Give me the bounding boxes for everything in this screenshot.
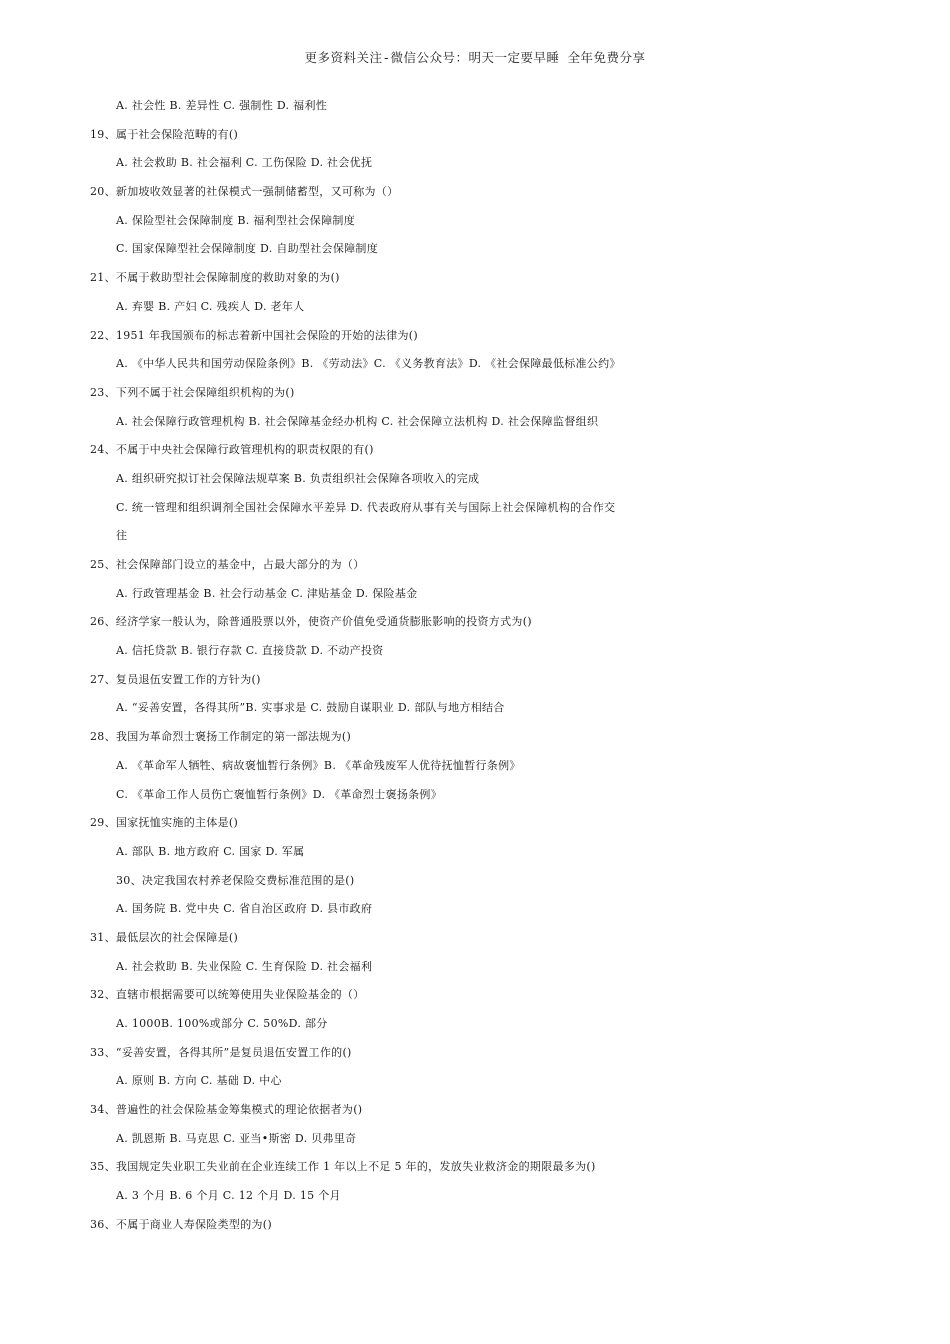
options-text: A. 信托贷款 B. 银行存款 C. 直接贷款 D. 不动产投资 [116, 644, 384, 658]
question-text: 21、不属于救助型社会保障制度的救助对象的为() [90, 271, 340, 285]
document-body [0, 92, 950, 1240]
question-text: 22、1951 年我国颁布的标志着新中国社会保险的开始的法律为() [90, 328, 418, 342]
question-text: 27、复员退伍安置工作的方针为() [90, 672, 261, 686]
option-continuation: 往 [116, 529, 128, 543]
question-text: 34、普遍性的社会保险基金筹集模式的理论依据者为() [90, 1103, 363, 1117]
options-text: A. 1000B. 100%或部分 C. 50%D. 部分 [116, 1017, 328, 1030]
options-text: A. 原则 B. 方向 C. 基础 D. 中心 [116, 1074, 282, 1088]
options-text: A. 社会救助 B. 社会福利 C. 工伤保险 D. 社会优抚 [116, 156, 373, 170]
options-text: 30、决定我国农村养老保险交费标准范围的是() [116, 873, 355, 887]
options-text: A. 社会救助 B. 失业保险 C. 生育保险 D. 社会福利 [116, 959, 373, 973]
options-text: A. 《中华人民共和国劳动保险条例》B. 《劳动法》C. 《义务教育法》D. 《社会保障最低标准公约》 [116, 357, 621, 371]
options-text: C. 统一管理和组织调剂全国社会保障水平差异 D. 代表政府从事有关与国际上社会保障机构的合作交 [116, 500, 616, 514]
options-text: A. 社会性 B. 差异性 C. 强制性 D. 福利性 [116, 99, 328, 112]
question-text: 36、不属于商业人寿保险类型的为() [90, 1217, 272, 1231]
options-text: C. 国家保障型社会保障制度 D. 自助型社会保障制度 [116, 242, 379, 256]
options-text: A. 国务院 B. 党中央 C. 省自治区政府 D. 县市政府 [116, 902, 373, 916]
question-text: 20、新加坡收效显著的社保模式一强制储蓄型，又可称为（） [90, 185, 399, 199]
question-text: 28、我国为革命烈士褒扬工作制定的第一部法规为() [90, 730, 352, 744]
options-text: A. 凯恩斯 B. 马克思 C. 亚当•斯密 D. 贝弗里奇 [116, 1131, 357, 1145]
options-text: A. 保险型社会保障制度 B. 福利型社会保障制度 [116, 213, 356, 227]
options-text: A. 行政管理基金 B. 社会行动基金 C. 津贴基金 D. 保险基金 [116, 586, 418, 600]
question-text: 32、直辖市根据需要可以统筹使用失业保险基金的（） [90, 988, 365, 1002]
question-text: 23、下列不属于社会保障组织机构的为() [90, 385, 295, 399]
question-text: 25、社会保障部门设立的基金中，占最大部分的为（） [90, 558, 365, 571]
options-text: A. 《革命军人牺牲、病故褒恤暂行条例》B. 《革命残废军人优待抚恤暂行条例》 [116, 758, 521, 772]
options-text: A. “妥善安置，各得其所”B. 实事求是 C. 鼓励自谋职业 D. 部队与地方相结合 [116, 701, 505, 715]
question-text: 33、“妥善安置，各得其所”是复员退伍安置工作的() [90, 1045, 352, 1059]
options-text: C. 《革命工作人员伤亡褒恤暂行条例》D. 《革命烈士褒扬条例》 [116, 787, 443, 801]
page-header: 更多资料关注-微信公众号：明天一定要早睡 全年免费分享 [304, 50, 646, 65]
options-text: A. 组织研究拟订社会保障法规草案 B. 负责组织社会保障各项收入的完成 [116, 471, 480, 485]
options-text: A. 部队 B. 地方政府 C. 国家 D. 军属 [116, 844, 305, 858]
question-text: 19、属于社会保险范畴的有() [90, 127, 239, 141]
question-text: 26、经济学家一般认为，除普通股票以外，使资产价值免受通货膨胀影响的投资方式为() [90, 615, 532, 629]
question-text: 24、不属于中央社会保障行政管理机构的职责权限的有() [90, 443, 374, 457]
options-text: A. 社会保障行政管理机构 B. 社会保障基金经办机构 C. 社会保障立法机构 D. 社会保障监督组织 [116, 414, 599, 428]
question-text: 29、国家抚恤实施的主体是() [90, 816, 239, 830]
question-text: 35、我国规定失业职工失业前在企业连续工作 1 年以上不足 5 年的，发放失业救济金的期限最多为() [90, 1160, 596, 1174]
options-text: A. 弃婴 B. 产妇 C. 残疾人 D. 老年人 [116, 299, 305, 313]
options-text: A. 3 个月 B. 6 个月 C. 12 个月 D. 15 个月 [116, 1189, 341, 1203]
question-text: 31、最低层次的社会保障是() [90, 930, 239, 944]
